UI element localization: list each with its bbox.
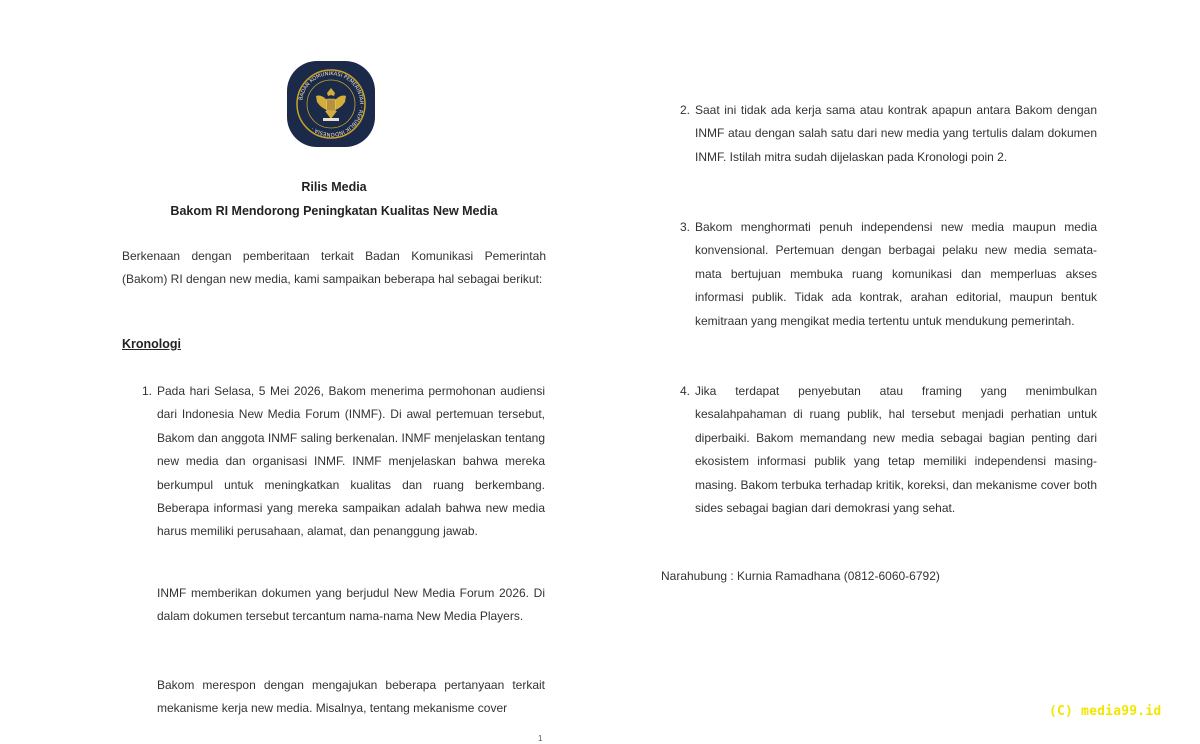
intro-paragraph: Berkenaan dengan pemberitaan terkait Badan Komunikasi Pemerintah (Bakom) RI dengan new media, kami sampaikan beberapa hal sebagai berikut: (122, 249, 546, 287)
release-title: Bakom RI Mendorong Peningkatan Kualitas New Media (170, 204, 498, 218)
list-number: 1. (141, 384, 152, 398)
kronologi-item-1-paragraph: Pada hari Selasa, 5 Mei 2026, Bakom menerima permohonan audiensi dari Indonesia New Media Forum (INMF). Di awal pertemuan tersebut, Bakom dan anggota INMF saling berkenalan. INMF menjelaskan tentang new media dan organisasi INMF. INMF menjelaskan bahwa mereka berkumpul untuk meningkatkan kualitas dan ruang berkembang. Beberapa informasi yang mereka sampaikan adalah bahwa new media harus memiliki perusahaan, alamat, dan penanggung jawab. (157, 384, 545, 539)
list-number: 2. (679, 103, 690, 117)
bakom-logo-seal (286, 60, 376, 148)
svg-text:BADAN KOMUNIKASI PEMERINTAH ·: BADAN KOMUNIKASI PEMERINTAH · REPUBLIK INDONESIA · (298, 70, 365, 138)
watermark: (C) media99.id (1049, 704, 1162, 719)
section-title-kronologi: Kronologi (122, 337, 182, 351)
list-number: 4. (679, 384, 690, 398)
list-item-4: Jika terdapat penyebutan atau framing yang menimbulkan kesalahpahaman di ruang publik, hal tersebut menjadi perhatian untuk diperbaiki. Bakom memandang new media sebagai bagian penting dari ekosistem informasi publik yang tetap memiliki independensi masing-masing. Bakom terbuka terhadap kritik, koreksi, dan mekanisme cover both sides sebagai bagian dari demokrasi yang sehat. (695, 384, 1097, 516)
contact-person: Narahubung : Kurnia Ramadhana (0812-6060-6792) (661, 569, 940, 583)
kronologi-item-1-paragraph-3: Bakom merespon dengan mengajukan beberapa pertanyaan terkait mekanisme kerja new media. Misalnya, tentang mekanisme cover (157, 678, 545, 716)
list-item-2: Saat ini tidak ada kerja sama atau kontrak apapun antara Bakom dengan INMF atau dengan salah satu dari new media yang tertulis dalam dokumen INMF. Istilah mitra sudah dijelaskan pada Kronologi poin 2. (695, 103, 1097, 164)
list-number: 3. (679, 220, 690, 234)
kronologi-item-1-paragraph-2: INMF memberikan dokumen yang berjudul New Media Forum 2026. Di dalam dokumen tersebut tercantum nama-nama New Media Players. (157, 586, 545, 624)
release-label: Rilis Media (301, 180, 367, 194)
page-number: 1 (538, 734, 543, 743)
list-item-3: Bakom menghormati penuh independensi new media maupun media konvensional. Pertemuan dengan berbagai pelaku new media semata-mata bertujuan membuka ruang komunikasi dan memperluas akses informasi publik. Tidak ada kontrak, arahan editorial, maupun bentuk kemitraan yang mengikat media tertentu untuk mendukung pemerintah. (695, 220, 1097, 328)
